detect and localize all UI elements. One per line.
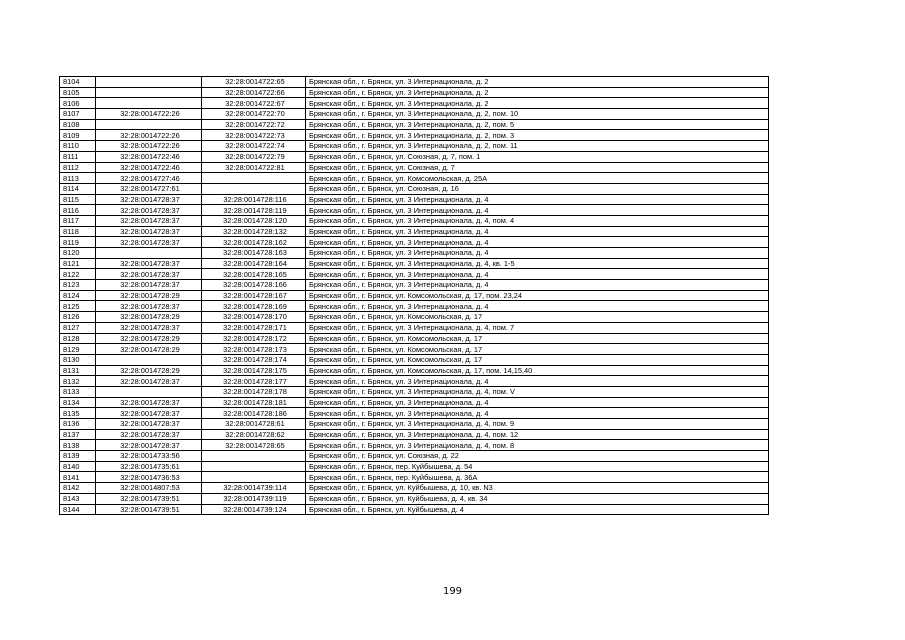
table-row xyxy=(60,429,769,440)
object-number-cell: 32:28:0014728:169 xyxy=(202,301,306,312)
object-number-cell xyxy=(202,461,306,472)
table-row xyxy=(60,109,769,120)
row-number-cell: 8139 xyxy=(60,451,96,462)
object-number-cell: 32:28:0014722:73 xyxy=(202,130,306,141)
address-cell: Брянская обл., г. Брянск, ул. Союзная, д. 16 xyxy=(306,183,769,194)
table-row xyxy=(60,77,769,88)
parcel-number-cell: 32:28:0014735:61 xyxy=(96,461,202,472)
parcel-number-cell: 32:28:0014722:26 xyxy=(96,141,202,152)
address-cell: Брянская обл., г. Брянск, ул. 3 Интернационала, д. 4 xyxy=(306,301,769,312)
table-row xyxy=(60,301,769,312)
table-row xyxy=(60,419,769,430)
object-number-cell: 32:28:0014728:116 xyxy=(202,194,306,205)
address-cell: Брянская обл., г. Брянск, ул. Комсомольская, д. 17 xyxy=(306,333,769,344)
address-cell: Брянская обл., г. Брянск, ул. Комсомольская, д. 17 xyxy=(306,312,769,323)
table-row xyxy=(60,194,769,205)
table-row xyxy=(60,354,769,365)
table-row xyxy=(60,226,769,237)
table-row xyxy=(60,215,769,226)
address-cell: Брянская обл., г. Брянск, ул. 3 Интернационала, д. 4 xyxy=(306,408,769,419)
address-cell: Брянская обл., г. Брянск, ул. 3 Интернационала, д. 2, пом. 3 xyxy=(306,130,769,141)
address-cell: Брянская обл., г. Брянск, ул. Комсомольская, д. 25А xyxy=(306,173,769,184)
table-row xyxy=(60,397,769,408)
object-number-cell: 32:28:0014728:175 xyxy=(202,365,306,376)
table-row xyxy=(60,472,769,483)
row-number-cell: 8141 xyxy=(60,472,96,483)
address-cell: Брянская обл., г. Брянск, ул. Комсомольская, д. 17 xyxy=(306,344,769,355)
address-cell: Брянская обл., г. Брянск, ул. Куйбышева, д. 4 xyxy=(306,504,769,515)
parcel-number-cell: 32:28:0014728:37 xyxy=(96,280,202,291)
row-number-cell: 8130 xyxy=(60,354,96,365)
parcel-number-cell: 32:28:0014739:51 xyxy=(96,493,202,504)
parcel-number-cell: 32:28:0014728:37 xyxy=(96,322,202,333)
address-cell: Брянская обл., г. Брянск, ул. 3 Интернационала, д. 2 xyxy=(306,98,769,109)
address-cell: Брянская обл., г. Брянск, ул. Союзная, д. 7 xyxy=(306,162,769,173)
address-cell: Брянская обл., г. Брянск, ул. 3 Интернационала, д. 4 xyxy=(306,194,769,205)
row-number-cell: 8109 xyxy=(60,130,96,141)
parcel-number-cell: 32:28:0014728:37 xyxy=(96,376,202,387)
parcel-number-cell: 32:28:0014739:51 xyxy=(96,504,202,515)
parcel-number-cell: 32:28:0014728:37 xyxy=(96,237,202,248)
object-number-cell: 32:28:0014728:163 xyxy=(202,248,306,259)
table-row xyxy=(60,365,769,376)
address-cell: Брянская обл., г. Брянск, ул. Союзная, д. 7, пом. 1 xyxy=(306,151,769,162)
parcel-number-cell: 32:28:0014728:37 xyxy=(96,258,202,269)
address-cell: Брянская обл., г. Брянск, ул. 3 Интернационала, д. 4, пом. 12 xyxy=(306,429,769,440)
table-row xyxy=(60,237,769,248)
row-number-cell: 8113 xyxy=(60,173,96,184)
parcel-number-cell xyxy=(96,386,202,397)
row-number-cell: 8143 xyxy=(60,493,96,504)
address-cell: Брянская обл., г. Брянск, ул. 3 Интернационала, д. 4, пом. 9 xyxy=(306,419,769,430)
row-number-cell: 8122 xyxy=(60,269,96,280)
address-cell: Брянская обл., г. Брянск, ул. 3 Интернационала, д. 2, пом. 10 xyxy=(306,109,769,120)
row-number-cell: 8120 xyxy=(60,248,96,259)
table-row xyxy=(60,344,769,355)
row-number-cell: 8115 xyxy=(60,194,96,205)
table-row xyxy=(60,162,769,173)
parcel-number-cell: 32:28:0014722:26 xyxy=(96,109,202,120)
table-row xyxy=(60,87,769,98)
object-number-cell xyxy=(202,451,306,462)
row-number-cell: 8137 xyxy=(60,429,96,440)
parcel-number-cell: 32:28:0014728:37 xyxy=(96,205,202,216)
parcel-number-cell: 32:28:0014728:29 xyxy=(96,290,202,301)
address-cell: Брянская обл., г. Брянск, ул. Куйбышева, д. 10, кв. N3 xyxy=(306,483,769,494)
object-number-cell: 32:28:0014722:65 xyxy=(202,77,306,88)
object-number-cell: 32:28:0014728:173 xyxy=(202,344,306,355)
object-number-cell: 32:28:0014722:67 xyxy=(202,98,306,109)
address-cell: Брянская обл., г. Брянск, ул. 3 Интернационала, д. 4 xyxy=(306,280,769,291)
object-number-cell: 32:28:0014728:62 xyxy=(202,429,306,440)
row-number-cell: 8144 xyxy=(60,504,96,515)
table-row xyxy=(60,130,769,141)
page-number: 199 xyxy=(442,586,463,597)
parcel-number-cell: 32:28:0014722:26 xyxy=(96,130,202,141)
table-row xyxy=(60,483,769,494)
row-number-cell: 8138 xyxy=(60,440,96,451)
object-number-cell: 32:28:0014722:74 xyxy=(202,141,306,152)
table-row xyxy=(60,408,769,419)
object-number-cell: 32:28:0014739:124 xyxy=(202,504,306,515)
parcel-number-cell: 32:28:0014728:37 xyxy=(96,215,202,226)
address-cell: Брянская обл., г. Брянск, ул. 3 Интернационала, д. 4 xyxy=(306,237,769,248)
row-number-cell: 8136 xyxy=(60,419,96,430)
row-number-cell: 8142 xyxy=(60,483,96,494)
parcel-number-cell: 32:28:0014728:37 xyxy=(96,408,202,419)
parcel-number-cell: 32:28:0014728:37 xyxy=(96,301,202,312)
table-row xyxy=(60,376,769,387)
parcel-number-cell: 32:28:0014728:29 xyxy=(96,333,202,344)
row-number-cell: 8114 xyxy=(60,183,96,194)
registry-table xyxy=(59,76,769,515)
row-number-cell: 8116 xyxy=(60,205,96,216)
table-row xyxy=(60,183,769,194)
object-number-cell: 32:28:0014728:120 xyxy=(202,215,306,226)
row-number-cell: 8107 xyxy=(60,109,96,120)
object-number-cell: 32:28:0014722:81 xyxy=(202,162,306,173)
row-number-cell: 8117 xyxy=(60,215,96,226)
address-cell: Брянская обл., г. Брянск, ул. 3 Интернационала, д. 2, пом. 11 xyxy=(306,141,769,152)
parcel-number-cell xyxy=(96,354,202,365)
address-cell: Брянская обл., г. Брянск, ул. 3 Интернационала, д. 4, пом. 4 xyxy=(306,215,769,226)
address-cell: Брянская обл., г. Брянск, пер. Куйбышева, д. 36А xyxy=(306,472,769,483)
object-number-cell: 32:28:0014728:181 xyxy=(202,397,306,408)
parcel-number-cell: 32:28:0014722:46 xyxy=(96,151,202,162)
row-number-cell: 8132 xyxy=(60,376,96,387)
parcel-number-cell: 32:28:0014727:61 xyxy=(96,183,202,194)
table-row xyxy=(60,322,769,333)
address-cell: Брянская обл., г. Брянск, ул. Союзная, д. 22 xyxy=(306,451,769,462)
row-number-cell: 8134 xyxy=(60,397,96,408)
table-row xyxy=(60,98,769,109)
address-cell: Брянская обл., г. Брянск, пер. Куйбышева, д. 54 xyxy=(306,461,769,472)
object-number-cell: 32:28:0014728:172 xyxy=(202,333,306,344)
parcel-number-cell: 32:28:0014728:29 xyxy=(96,344,202,355)
address-cell: Брянская обл., г. Брянск, ул. Куйбышева, д. 4, кв. 34 xyxy=(306,493,769,504)
parcel-number-cell: 32:28:0014728:37 xyxy=(96,440,202,451)
row-number-cell: 8133 xyxy=(60,386,96,397)
object-number-cell: 32:28:0014722:72 xyxy=(202,119,306,130)
parcel-number-cell: 32:28:0014728:37 xyxy=(96,226,202,237)
parcel-number-cell: 32:28:0014727:46 xyxy=(96,173,202,184)
address-cell: Брянская обл., г. Брянск, ул. 3 Интернационала, д. 4 xyxy=(306,397,769,408)
parcel-number-cell: 32:28:0014728:29 xyxy=(96,365,202,376)
row-number-cell: 8123 xyxy=(60,280,96,291)
address-cell: Брянская обл., г. Брянск, ул. 3 Интернационала, д. 4, кв. 1-5 xyxy=(306,258,769,269)
address-cell: Брянская обл., г. Брянск, ул. 3 Интернационала, д. 4 xyxy=(306,376,769,387)
parcel-number-cell: 32:28:0014807:53 xyxy=(96,483,202,494)
row-number-cell: 8105 xyxy=(60,87,96,98)
object-number-cell: 32:28:0014739:119 xyxy=(202,493,306,504)
address-cell: Брянская обл., г. Брянск, ул. 3 Интернационала, д. 2 xyxy=(306,87,769,98)
object-number-cell: 32:28:0014739:114 xyxy=(202,483,306,494)
table-row xyxy=(60,205,769,216)
object-number-cell: 32:28:0014728:177 xyxy=(202,376,306,387)
address-cell: Брянская обл., г. Брянск, ул. 3 Интернационала, д. 2, пом. 5 xyxy=(306,119,769,130)
table-row xyxy=(60,440,769,451)
parcel-number-cell: 32:28:0014728:37 xyxy=(96,397,202,408)
row-number-cell: 8111 xyxy=(60,151,96,162)
object-number-cell: 32:28:0014728:167 xyxy=(202,290,306,301)
row-number-cell: 8128 xyxy=(60,333,96,344)
parcel-number-cell xyxy=(96,98,202,109)
parcel-number-cell: 32:28:0014728:37 xyxy=(96,429,202,440)
row-number-cell: 8129 xyxy=(60,344,96,355)
object-number-cell: 32:28:0014728:166 xyxy=(202,280,306,291)
address-cell: Брянская обл., г. Брянск, ул. 3 Интернационала, д. 4, пом. V xyxy=(306,386,769,397)
object-number-cell: 32:28:0014728:165 xyxy=(202,269,306,280)
parcel-number-cell: 32:28:0014728:37 xyxy=(96,419,202,430)
row-number-cell: 8131 xyxy=(60,365,96,376)
table-row xyxy=(60,248,769,259)
parcel-number-cell: 32:28:0014728:29 xyxy=(96,312,202,323)
row-number-cell: 8135 xyxy=(60,408,96,419)
row-number-cell: 8108 xyxy=(60,119,96,130)
object-number-cell: 32:28:0014728:164 xyxy=(202,258,306,269)
object-number-cell xyxy=(202,472,306,483)
object-number-cell: 32:28:0014728:65 xyxy=(202,440,306,451)
table-row xyxy=(60,258,769,269)
address-cell: Брянская обл., г. Брянск, ул. 3 Интернационала, д. 4 xyxy=(306,248,769,259)
object-number-cell: 32:28:0014722:66 xyxy=(202,87,306,98)
address-cell: Брянская обл., г. Брянск, ул. 3 Интернационала, д. 4, пом. 7 xyxy=(306,322,769,333)
address-cell: Брянская обл., г. Брянск, ул. Комсомольская, д. 17, пом. 14,15,40 xyxy=(306,365,769,376)
object-number-cell xyxy=(202,183,306,194)
registry-table-body xyxy=(60,77,769,515)
object-number-cell: 32:28:0014722:70 xyxy=(202,109,306,120)
object-number-cell: 32:28:0014722:79 xyxy=(202,151,306,162)
address-cell: Брянская обл., г. Брянск, ул. 3 Интернационала, д. 4, пом. 8 xyxy=(306,440,769,451)
parcel-number-cell xyxy=(96,119,202,130)
parcel-number-cell: 32:28:0014722:46 xyxy=(96,162,202,173)
table-row xyxy=(60,386,769,397)
row-number-cell: 8121 xyxy=(60,258,96,269)
table-row xyxy=(60,290,769,301)
object-number-cell: 32:28:0014728:119 xyxy=(202,205,306,216)
row-number-cell: 8126 xyxy=(60,312,96,323)
object-number-cell: 32:28:0014728:61 xyxy=(202,419,306,430)
table-row xyxy=(60,173,769,184)
address-cell: Брянская обл., г. Брянск, ул. 3 Интернационала, д. 4 xyxy=(306,269,769,280)
row-number-cell: 8140 xyxy=(60,461,96,472)
row-number-cell: 8119 xyxy=(60,237,96,248)
table-row xyxy=(60,269,769,280)
table-row xyxy=(60,333,769,344)
row-number-cell: 8112 xyxy=(60,162,96,173)
row-number-cell: 8125 xyxy=(60,301,96,312)
object-number-cell xyxy=(202,173,306,184)
parcel-number-cell xyxy=(96,248,202,259)
table-row xyxy=(60,312,769,323)
table-row xyxy=(60,280,769,291)
object-number-cell: 32:28:0014728:170 xyxy=(202,312,306,323)
parcel-number-cell: 32:28:0014736:53 xyxy=(96,472,202,483)
table-row xyxy=(60,151,769,162)
object-number-cell: 32:28:0014728:171 xyxy=(202,322,306,333)
address-cell: Брянская обл., г. Брянск, ул. 3 Интернационала, д. 2 xyxy=(306,77,769,88)
object-number-cell: 32:28:0014728:178 xyxy=(202,386,306,397)
row-number-cell: 8124 xyxy=(60,290,96,301)
row-number-cell: 8127 xyxy=(60,322,96,333)
object-number-cell: 32:28:0014728:132 xyxy=(202,226,306,237)
address-cell: Брянская обл., г. Брянск, ул. Комсомольская, д. 17, пом. 23,24 xyxy=(306,290,769,301)
parcel-number-cell: 32:28:0014728:37 xyxy=(96,269,202,280)
table-row xyxy=(60,119,769,130)
object-number-cell: 32:28:0014728:162 xyxy=(202,237,306,248)
row-number-cell: 8118 xyxy=(60,226,96,237)
row-number-cell: 8106 xyxy=(60,98,96,109)
table-row xyxy=(60,451,769,462)
table-row xyxy=(60,504,769,515)
parcel-number-cell xyxy=(96,77,202,88)
table-row xyxy=(60,461,769,472)
row-number-cell: 8104 xyxy=(60,77,96,88)
address-cell: Брянская обл., г. Брянск, ул. 3 Интернационала, д. 4 xyxy=(306,226,769,237)
object-number-cell: 32:28:0014728:174 xyxy=(202,354,306,365)
address-cell: Брянская обл., г. Брянск, ул. 3 Интернационала, д. 4 xyxy=(306,205,769,216)
parcel-number-cell xyxy=(96,87,202,98)
address-cell: Брянская обл., г. Брянск, ул. Комсомольская, д. 17 xyxy=(306,354,769,365)
table-row xyxy=(60,493,769,504)
parcel-number-cell: 32:28:0014733:56 xyxy=(96,451,202,462)
parcel-number-cell: 32:28:0014728:37 xyxy=(96,194,202,205)
object-number-cell: 32:28:0014728:186 xyxy=(202,408,306,419)
row-number-cell: 8110 xyxy=(60,141,96,152)
table-row xyxy=(60,141,769,152)
